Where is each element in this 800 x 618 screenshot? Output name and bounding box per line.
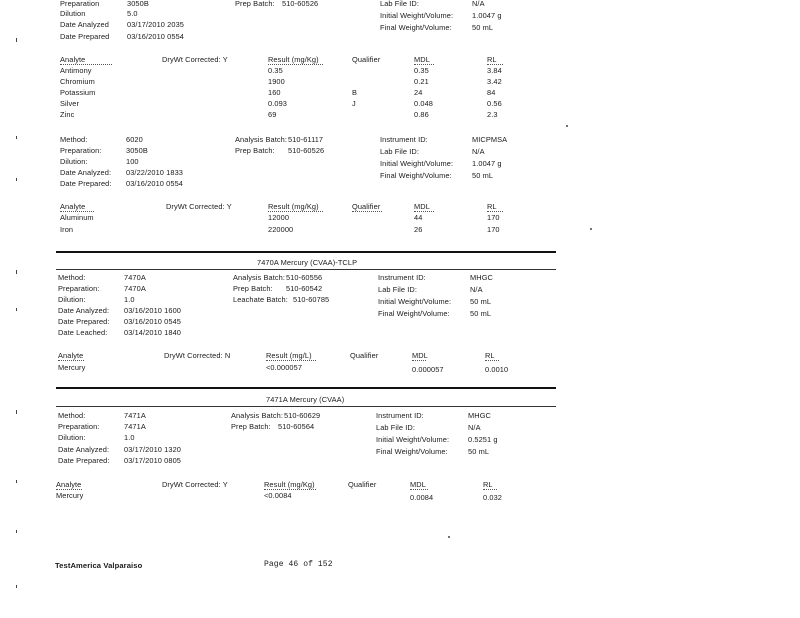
- mdl-value: 24: [414, 88, 423, 97]
- method-label: Method:: [60, 135, 88, 144]
- col-result: Result (mg/Kg): [268, 202, 319, 211]
- scan-speck: [16, 308, 17, 311]
- lab-file-value: N/A: [468, 423, 481, 432]
- col-result: Result (mg/Kg): [268, 55, 319, 64]
- analyte-name: Antimony: [60, 66, 92, 75]
- leachate-batch-value: 510-60785: [293, 295, 330, 304]
- final-weight-value: 50 mL: [468, 447, 490, 456]
- date-prepared-value: 03/16/2010 0545: [124, 317, 181, 326]
- analyte-name: Zinc: [60, 110, 75, 119]
- initial-weight-label: Initial Weight/Volume:: [376, 435, 450, 444]
- header-underline: [58, 360, 84, 361]
- date-analyzed-value: 03/17/2010 1320: [124, 445, 181, 454]
- prep-value: 3050B: [126, 146, 148, 155]
- header-underline: [268, 211, 323, 212]
- qualifier-value: J: [352, 99, 356, 108]
- col-qualifier: Qualifier: [348, 480, 377, 489]
- date-prepared-label: Date Prepared:: [60, 179, 112, 188]
- dilution-label: Dilution:: [58, 295, 86, 304]
- analyte-name: Mercury: [56, 491, 84, 500]
- result-value: 160: [268, 88, 281, 97]
- dilution-value: 100: [126, 157, 139, 166]
- prep-batch-value: 510-60526: [282, 0, 319, 8]
- date-analyzed-label: Date Analyzed:: [58, 445, 110, 454]
- lab-file-value: N/A: [470, 285, 483, 294]
- header-underline: [266, 360, 316, 361]
- analysis-batch-label: Analysis Batch:: [231, 411, 284, 420]
- initial-weight-value: 0.5251 g: [468, 435, 498, 444]
- lab-name: TestAmerica Valparaiso: [55, 561, 143, 570]
- scan-speck: [16, 136, 17, 139]
- instrument-id-label: Instrument ID:: [376, 411, 424, 420]
- prep-batch-value: 510-60526: [288, 146, 325, 155]
- prep-label: Preparation: [60, 0, 100, 8]
- method-label: Method:: [58, 411, 86, 420]
- col-drywt: DryWt Corrected: Y: [166, 202, 232, 211]
- header-underline: [60, 64, 112, 65]
- rl-value: 84: [487, 88, 496, 97]
- date-prepared-label: Date Prepared:: [58, 317, 110, 326]
- col-mdl: MDL: [414, 55, 430, 64]
- analysis-batch-value: 510-60629: [284, 411, 321, 420]
- final-weight-value: 50 mL: [472, 23, 494, 32]
- col-analyte: Analyte: [56, 480, 82, 489]
- header-underline: [487, 211, 503, 212]
- result-value: 1900: [268, 77, 285, 86]
- rl-value: 3.84: [487, 66, 502, 75]
- lab-file-label: Lab File ID:: [378, 285, 417, 294]
- lab-file-value: N/A: [472, 0, 485, 8]
- analysis-batch-value: 510-61117: [288, 135, 324, 144]
- date-leached-value: 03/14/2010 1840: [124, 328, 181, 337]
- final-weight-label: Final Weight/Volume:: [380, 171, 452, 180]
- initial-weight-value: 50 mL: [470, 297, 492, 306]
- date-analyzed-value: 03/22/2010 1833: [126, 168, 183, 177]
- method-value: 6020: [126, 135, 143, 144]
- instrument-id-label: Instrument ID:: [378, 273, 426, 282]
- rl-value: 0.032: [483, 493, 502, 502]
- analysis-batch-label: Analysis Batch:: [233, 273, 286, 282]
- scan-speck: [16, 585, 17, 588]
- rl-value: 170: [487, 225, 500, 234]
- analyte-name: Mercury: [58, 363, 86, 372]
- method-value: 7470A: [124, 273, 146, 282]
- mdl-value: 0.35: [414, 66, 429, 75]
- scan-speck: [16, 178, 17, 181]
- date-prepared-value: 03/17/2010 0805: [124, 456, 181, 465]
- col-drywt: DryWt Corrected: N: [164, 351, 231, 360]
- date-prepared-value: 03/16/2010 0554: [126, 179, 183, 188]
- mdl-value: 0.048: [414, 99, 433, 108]
- col-rl: RL: [485, 351, 495, 360]
- initial-weight-label: Initial Weight/Volume:: [378, 297, 452, 306]
- col-analyte: Analyte: [60, 55, 86, 64]
- result-value: 0.093: [268, 99, 287, 108]
- prep-batch-value: 510-60564: [278, 422, 315, 431]
- dilution-label: Dilution:: [58, 433, 86, 442]
- section-divider: [56, 251, 556, 253]
- lab-file-label: Lab File ID:: [376, 423, 415, 432]
- mdl-value: 0.000057: [412, 365, 444, 374]
- date-analyzed-value: 03/17/2010 2035: [127, 20, 184, 29]
- page-number: Page 46 of 152: [264, 560, 333, 569]
- lab-file-label: Lab File ID:: [380, 147, 419, 156]
- scan-speck: [16, 480, 17, 483]
- rl-value: 170: [487, 213, 500, 222]
- lab-file-label: Lab File ID:: [380, 0, 419, 8]
- instrument-id-value: MHGC: [468, 411, 491, 420]
- date-prepared-label: Date Prepared:: [58, 456, 110, 465]
- leachate-batch-label: Leachate Batch:: [233, 295, 288, 304]
- header-underline: [56, 489, 82, 490]
- section-title: 7470A Mercury (CVAA)-TCLP: [257, 258, 358, 267]
- header-underline: [414, 211, 434, 212]
- header-underline: [264, 489, 316, 490]
- col-analyte: Analyte: [60, 202, 86, 211]
- instrument-id-value: MHGC: [470, 273, 493, 282]
- mdl-value: 0.86: [414, 110, 429, 119]
- result-value: 12000: [268, 213, 290, 222]
- prep-label: Preparation:: [58, 284, 100, 293]
- col-qualifier: Qualifier: [352, 55, 381, 64]
- col-drywt: DryWt Corrected: Y: [162, 480, 228, 489]
- header-underline: [483, 489, 497, 490]
- date-analyzed-label: Date Analyzed:: [60, 168, 112, 177]
- prep-batch-label: Prep Batch:: [235, 146, 275, 155]
- lab-file-value: N/A: [472, 147, 485, 156]
- prep-value: 7470A: [124, 284, 146, 293]
- final-weight-value: 50 mL: [470, 309, 492, 318]
- prep-batch-value: 510-60542: [286, 284, 323, 293]
- col-mdl: MDL: [412, 351, 428, 360]
- result-value: <0.000057: [266, 363, 303, 372]
- col-rl: RL: [483, 480, 493, 489]
- date-analyzed-label: Date Analyzed: [60, 20, 109, 29]
- section-divider: [56, 387, 556, 389]
- scan-speck: [16, 270, 17, 274]
- rl-value: 3.42: [487, 77, 502, 86]
- prep-label: Preparation:: [58, 422, 100, 431]
- dilution-label: Dilution:: [60, 157, 88, 166]
- prep-label: Preparation:: [60, 146, 102, 155]
- mdl-value: 0.0084: [410, 493, 434, 502]
- prep-batch-label: Prep Batch:: [233, 284, 273, 293]
- section-title: 7471A Mercury (CVAA): [266, 395, 345, 404]
- prep-batch-label: Prep Batch:: [235, 0, 275, 8]
- rl-value: 2.3: [487, 110, 498, 119]
- mdl-value: 44: [414, 213, 423, 222]
- col-result: Result (mg/L): [266, 351, 312, 360]
- method-label: Method:: [58, 273, 86, 282]
- dilution-value: 1.0: [124, 295, 135, 304]
- result-value: <0.0084: [264, 491, 292, 500]
- final-weight-label: Final Weight/Volume:: [380, 23, 452, 32]
- rl-value: 0.0010: [485, 365, 509, 374]
- scan-speck: [448, 536, 450, 538]
- scan-speck: [16, 38, 17, 42]
- date-prepared-label: Date Prepared: [60, 32, 110, 41]
- mdl-value: 26: [414, 225, 423, 234]
- scan-speck: [16, 410, 17, 414]
- analyte-name: Aluminum: [60, 213, 94, 222]
- mdl-value: 0.21: [414, 77, 429, 86]
- date-prepared-value: 03/16/2010 0554: [127, 32, 184, 41]
- date-leached-label: Date Leached:: [58, 328, 108, 337]
- scan-speck: [16, 530, 17, 533]
- instrument-id-label: Instrument ID:: [380, 135, 428, 144]
- col-analyte: Analyte: [58, 351, 84, 360]
- header-underline: [414, 64, 434, 65]
- header-underline: [352, 211, 382, 212]
- instrument-id-value: MICPMSA: [472, 135, 508, 144]
- scan-speck: [566, 125, 568, 127]
- final-weight-value: 50 mL: [472, 171, 494, 180]
- prep-value: 3050B: [127, 0, 149, 8]
- date-analyzed-value: 03/16/2010 1600: [124, 306, 181, 315]
- prep-value: 7471A: [124, 422, 146, 431]
- col-result: Result (mg/Kg): [264, 480, 315, 489]
- final-weight-label: Final Weight/Volume:: [376, 447, 448, 456]
- header-underline: [485, 360, 499, 361]
- date-analyzed-label: Date Analyzed:: [58, 306, 110, 315]
- initial-weight-value: 1.0047 g: [472, 11, 502, 20]
- analyte-name: Iron: [60, 225, 74, 234]
- initial-weight-label: Initial Weight/Volume:: [380, 11, 454, 20]
- result-value: 69: [268, 110, 277, 119]
- col-mdl: MDL: [410, 480, 426, 489]
- header-underline: [268, 64, 323, 65]
- analysis-batch-label: Analysis Batch:: [235, 135, 288, 144]
- section-divider: [56, 269, 556, 270]
- dilution-value: 1.0: [124, 433, 135, 442]
- dilution-value: 5.0: [127, 9, 138, 18]
- header-underline: [412, 360, 426, 361]
- initial-weight-value: 1.0047 g: [472, 159, 502, 168]
- col-rl: RL: [487, 55, 497, 64]
- analyte-name: Chromium: [60, 77, 95, 86]
- method-value: 7471A: [124, 411, 146, 420]
- final-weight-label: Final Weight/Volume:: [378, 309, 450, 318]
- prep-batch-label: Prep Batch:: [231, 422, 271, 431]
- header-underline: [410, 489, 428, 490]
- header-underline: [60, 211, 94, 212]
- result-value: 0.35: [268, 66, 283, 75]
- scan-speck: [590, 228, 592, 230]
- header-underline: [487, 64, 503, 65]
- col-mdl: MDL: [414, 202, 430, 211]
- analyte-name: Potassium: [60, 88, 96, 97]
- analysis-batch-value: 510-60556: [286, 273, 323, 282]
- col-qualifier: Qualifier: [350, 351, 379, 360]
- qualifier-value: B: [352, 88, 358, 97]
- dilution-label: Dilution: [60, 9, 86, 18]
- col-qualifier: Qualifier: [352, 202, 381, 211]
- rl-value: 0.56: [487, 99, 502, 108]
- result-value: 220000: [268, 225, 294, 234]
- col-rl: RL: [487, 202, 497, 211]
- section-divider: [56, 406, 556, 407]
- col-drywt: DryWt Corrected: Y: [162, 55, 228, 64]
- initial-weight-label: Initial Weight/Volume:: [380, 159, 454, 168]
- analyte-name: Silver: [60, 99, 80, 108]
